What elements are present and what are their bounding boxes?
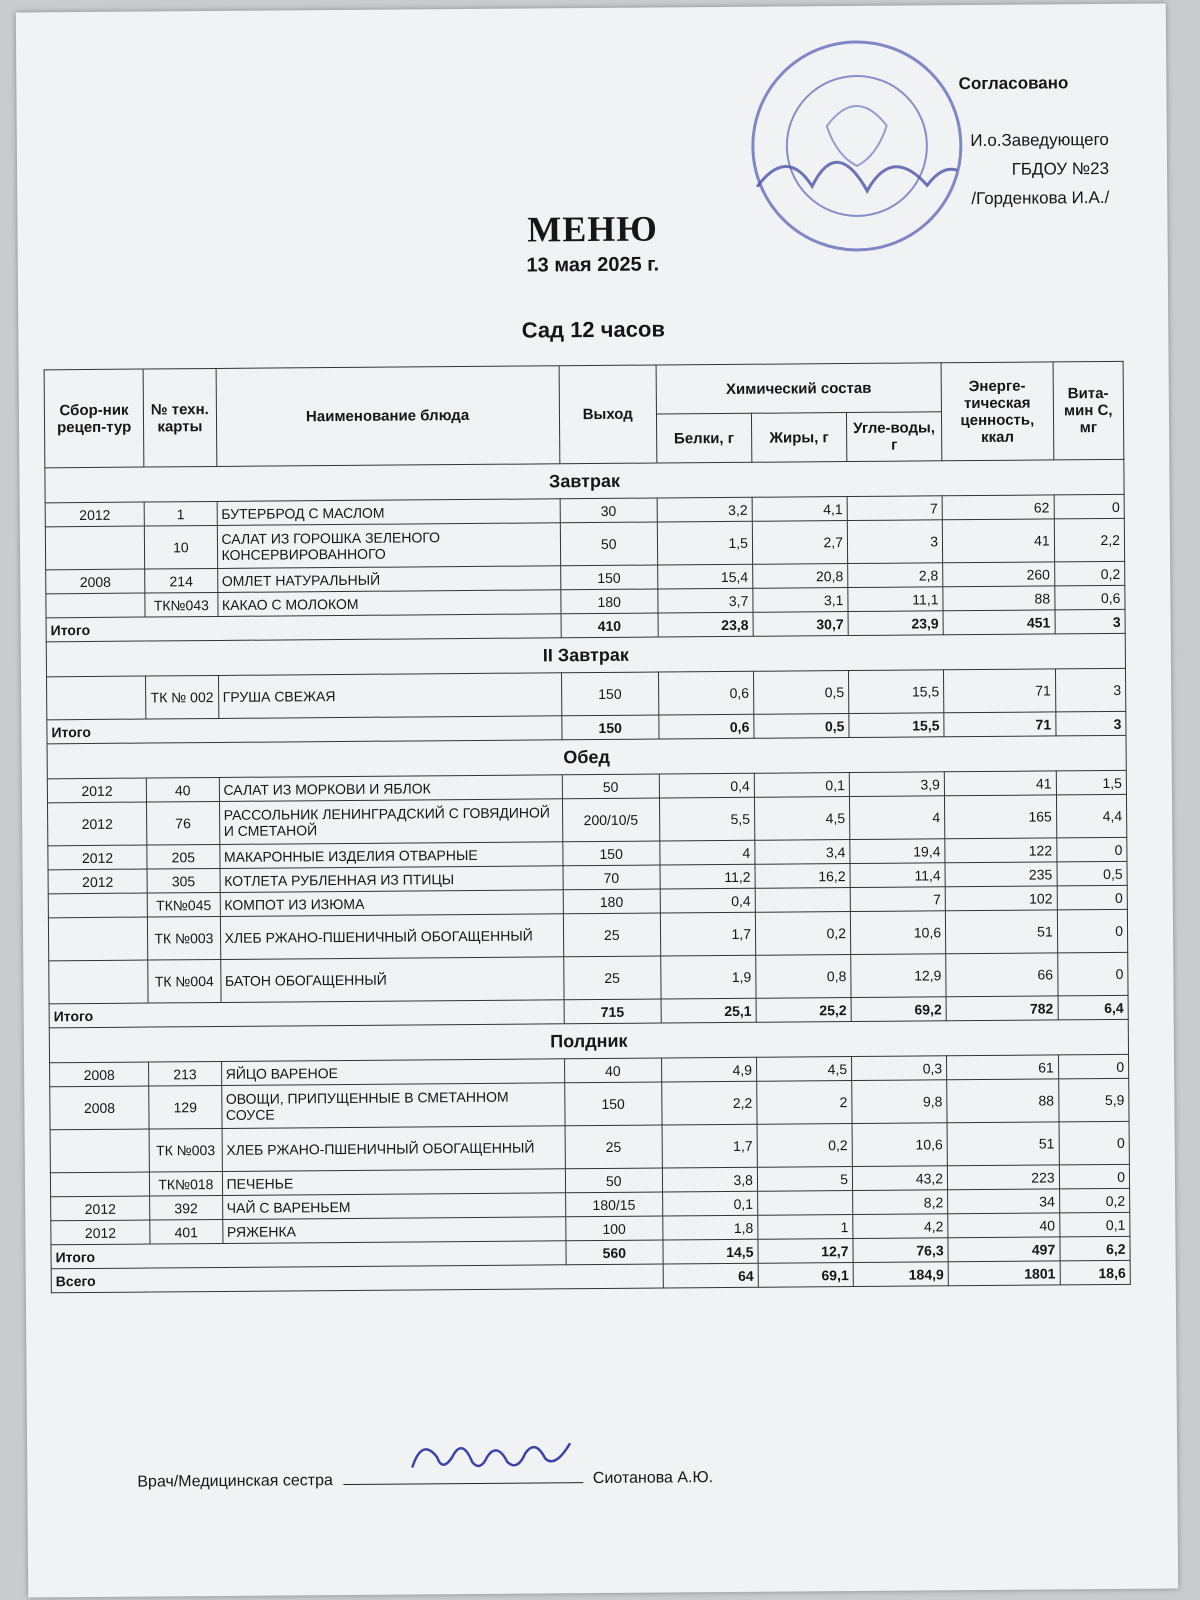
table-cell: 61 [947,1055,1059,1080]
table-cell: 150 [562,841,659,866]
table-cell: 129 [149,1085,222,1129]
grand-total-cell: 1801 [948,1261,1060,1286]
table-cell: ОВОЩИ, ПРИПУЩЕННЫЕ В СМЕТАННОМ СОУСЕ [221,1083,564,1129]
table-cell: 2 [757,1081,852,1125]
table-cell: 7 [847,496,942,521]
table-cell [45,526,145,570]
table-cell: КОТЛЕТА РУБЛЕННАЯ ИЗ ПТИЦЫ [220,866,563,893]
col-chem: Химический состав [656,363,942,414]
table-cell: 88 [947,1079,1059,1123]
table-cell: 2012 [47,778,146,803]
table-cell: 122 [945,838,1057,863]
table-cell [48,917,148,961]
table-cell: 9,8 [852,1080,947,1124]
approval-block [959,68,1110,213]
table-cell: 2012 [51,1220,150,1245]
total-cell: 69,2 [851,997,946,1022]
table-cell: 2008 [50,1086,150,1130]
table-cell: 5,9 [1058,1078,1129,1122]
table-cell: 30 [560,498,657,523]
table-cell: 305 [147,868,220,893]
table-cell: КОМПОТ ИЗ ИЗЮМА [220,890,563,917]
table-cell: 16,2 [755,864,850,889]
table-cell: ЧАЙ С ВАРЕНЬЕМ [222,1193,565,1220]
table-cell: 2,8 [848,563,943,588]
col-card: № техн. карты [143,368,216,467]
page-title: МЕНЮ [527,208,658,250]
table-cell: 3 [847,520,942,564]
table-cell: 34 [948,1189,1060,1214]
table-cell: 180 [561,589,658,614]
table-cell: 213 [149,1061,222,1086]
total-cell: 0,6 [659,714,754,739]
table-cell: 3,2 [657,497,752,522]
table-cell: 1,8 [663,1215,758,1240]
table-cell: 41 [942,519,1054,563]
total-cell: 560 [566,1240,663,1265]
grand-total-cell: 18,6 [1060,1260,1131,1285]
table-cell: 1 [144,501,217,526]
table-cell: 102 [945,886,1057,911]
table-cell: 4,9 [661,1057,756,1082]
col-carbs: Угле-воды, г [846,412,941,462]
table-cell: 1 [758,1215,853,1240]
table-cell: 2008 [46,569,145,594]
table-cell: 40 [564,1058,661,1083]
table-cell: 62 [942,495,1054,520]
table-cell: 0,1 [662,1191,757,1216]
table-cell: ТК №003 [149,1128,222,1172]
table-cell: 0,5 [1057,861,1128,886]
table-cell: 205 [147,844,220,869]
approval-line: И.о.Заведующего [970,129,1109,151]
table-cell: 0,4 [660,888,755,913]
table-cell: 1,5 [657,521,752,565]
section-title: Обед [47,735,1126,778]
total-label: Итого [49,1000,564,1028]
total-cell: 0,5 [754,714,849,739]
table-cell: 20,8 [753,564,848,589]
footer [137,1467,713,1492]
table-cell: МАКАРОННЫЕ ИЗДЕЛИЯ ОТВАРНЫЕ [219,842,562,869]
table-cell: 2012 [51,1196,150,1221]
table-cell: 0,3 [851,1056,946,1081]
table-cell: БУТЕРБРОД С МАСЛОМ [217,499,560,526]
table-cell: 0 [1057,952,1128,996]
total-cell: 410 [561,613,658,638]
total-cell: 3 [1055,609,1126,634]
table-cell: 0,5 [753,671,848,715]
table-cell: 2012 [48,802,148,846]
table-cell: 5 [757,1167,852,1192]
total-cell: 497 [948,1237,1060,1262]
table-cell: САЛАТ ИЗ МОРКОВИ И ЯБЛОК [219,775,562,802]
table-cell: 5,5 [659,797,754,841]
menu-table [44,361,1131,1293]
table-cell: 2,7 [752,521,847,565]
table-cell: 0,2 [757,1124,852,1168]
table-cell: 0,1 [1059,1212,1130,1237]
table-cell: 0,2 [755,912,850,956]
col-vitamin: Вита-мин С, мг [1053,361,1124,460]
total-cell: 782 [946,996,1058,1021]
table-cell [50,1129,150,1173]
table-cell: 0 [1057,909,1128,953]
total-cell: 14,5 [663,1239,758,1264]
menu-body [45,459,1130,1292]
col-collection: Сбор-ник рецеп-тур [44,369,144,468]
table-cell: 3,7 [658,588,753,613]
table-cell: 3,8 [662,1167,757,1192]
table-cell: 0,4 [659,773,754,798]
table-cell: 40 [147,777,220,802]
grand-total-cell: 69,1 [758,1263,853,1288]
table-cell: 10,6 [852,1123,947,1167]
table-cell: КАКАО С МОЛОКОМ [217,590,560,617]
header [17,204,1168,348]
table-cell: 2,2 [1054,518,1125,562]
table-cell [755,888,850,913]
table-cell: 4 [849,796,944,840]
table-cell: 150 [564,1082,661,1126]
table-cell: 10 [145,525,218,569]
col-protein: Белки, г [656,413,751,463]
table-cell: САЛАТ ИЗ ГОРОШКА ЗЕЛЕНОГО КОНСЕРВИРОВАННОГО [217,523,560,569]
total-cell: 15,5 [849,713,944,738]
table-cell: 0 [1059,1164,1130,1189]
table-cell: 392 [150,1195,223,1220]
table-cell: 88 [943,586,1055,611]
table-cell: 3,9 [849,772,944,797]
table-cell: 0,6 [658,671,753,715]
table-cell: 15,4 [657,564,752,589]
table-cell: 1,9 [661,955,756,999]
col-energy: Энерге-тическая ценность, ккал [941,362,1053,461]
table-cell: ГРУША СВЕЖАЯ [218,673,561,719]
table-cell: 50 [562,774,659,799]
total-label: Итого [51,1241,566,1269]
table-cell: 11,2 [660,864,755,889]
table-cell: 76 [147,801,220,845]
total-cell: 76,3 [853,1238,948,1263]
col-fat: Жиры, г [751,413,846,463]
table-cell: ТК№043 [145,592,218,617]
table-cell: 0,8 [756,955,851,999]
total-cell: 6,4 [1058,995,1129,1020]
total-cell: 23,8 [658,612,753,637]
table-cell: 150 [561,672,658,716]
table-cell [46,593,145,618]
table-cell: ТК №004 [148,959,221,1003]
total-label: Итого [47,716,562,744]
table-cell: 4,2 [853,1214,948,1239]
total-cell: 25,2 [756,998,851,1023]
total-cell: 150 [562,715,659,740]
total-cell: 715 [564,999,661,1024]
table-cell: 12,9 [851,954,946,998]
table-cell: 50 [565,1168,662,1193]
approval-line: ГБДОУ №23 [1011,158,1110,179]
table-cell [50,1172,149,1197]
section-title: II Завтрак [46,633,1125,676]
footer-person: Сиотанова А.Ю. [592,1469,714,1488]
table-cell: ТК№018 [150,1171,223,1196]
table-cell: 41 [944,771,1056,796]
table-cell: 401 [150,1219,223,1244]
grand-total-cell: 64 [663,1263,758,1288]
table-cell: 2008 [50,1062,149,1087]
section-title: Полдник [49,1019,1128,1062]
table-cell [47,676,147,720]
table-cell: 11,4 [850,863,945,888]
table-cell: 50 [560,522,657,566]
table-cell: РЯЖЕНКА [222,1217,565,1244]
menu-document [16,4,1178,1598]
table-cell: ТК №003 [148,916,221,960]
table-cell [48,893,147,918]
table-cell: 7 [850,887,945,912]
table-cell: 25 [563,913,660,957]
table-cell: 4,4 [1056,794,1127,838]
table-cell: 1,7 [660,912,755,956]
table-cell: БАТОН ОБОГАЩЕННЫЙ [220,957,563,1003]
table-cell: 200/10/5 [562,798,659,842]
table-cell: 71 [944,669,1056,713]
total-label: Итого [46,614,561,642]
table-cell: 165 [945,795,1057,839]
table-cell: 51 [945,910,1057,954]
total-cell: 6,2 [1060,1236,1131,1261]
total-cell: 12,7 [758,1239,853,1264]
approval-head: Согласовано [958,73,1069,94]
table-cell: ТК№045 [147,892,220,917]
grand-total-label: Всего [51,1264,663,1293]
table-cell: 4,5 [756,1057,851,1082]
table-cell: 40 [948,1213,1060,1238]
table-cell: ЯЙЦО ВАРЕНОЕ [221,1059,564,1086]
table-cell: ХЛЕБ РЖАНО-ПШЕНИЧНЫЙ ОБОГАЩЕННЫЙ [222,1126,565,1172]
table-cell: 4,5 [754,797,849,841]
total-cell: 3 [1055,711,1126,736]
table-cell: 2,2 [662,1081,757,1125]
table-cell: 51 [947,1122,1059,1166]
table-cell: 0,2 [1054,561,1125,586]
table-cell: РАССОЛЬНИК ЛЕНИНГРАДСКИЙ С ГОВЯДИНОЙ И СМЕТАНОЙ [219,799,562,845]
table-cell: 180 [563,889,660,914]
table-cell: 100 [565,1216,662,1241]
table-cell: ТК № 002 [146,675,219,719]
menu-date: 13 мая 2025 г. [526,253,660,277]
table-cell: 8,2 [853,1190,948,1215]
table-cell: 19,4 [850,839,945,864]
table-cell: 4,1 [752,497,847,522]
table-cell: 2012 [45,502,144,527]
table-cell: 25 [565,1125,662,1169]
table-cell: 70 [563,865,660,890]
table-cell [49,960,149,1004]
table-cell: 180/15 [565,1192,662,1217]
table-cell: 0 [1057,885,1128,910]
table-cell: 2012 [48,869,147,894]
table-cell: 0,1 [754,773,849,798]
table-cell: 2012 [48,845,147,870]
table-cell [757,1191,852,1216]
table-cell: 11,1 [848,587,943,612]
signature-line [343,1468,583,1485]
table-cell: 10,6 [850,911,945,955]
grand-total-cell: 184,9 [853,1262,948,1287]
table-cell: 25 [563,956,660,1000]
table-cell: 0,6 [1054,585,1125,610]
table-cell: ОМЛЕТ НАТУРАЛЬНЫЙ [217,566,560,593]
col-output: Выход [559,365,657,464]
table-cell: 260 [943,562,1055,587]
col-name: Наименование блюда [216,366,560,467]
table-cell: 15,5 [848,670,943,714]
table-cell: ХЛЕБ РЖАНО-ПШЕНИЧНЫЙ ОБОГАЩЕННЫЙ [220,914,563,960]
total-cell: 23,9 [848,611,943,636]
table-cell: 235 [945,862,1057,887]
footer-role: Врач/Медицинская сестра [137,1472,333,1491]
menu-subtitle: Сад 12 часов [521,316,666,343]
table-cell: 214 [145,568,218,593]
table-cell: 43,2 [852,1166,947,1191]
total-cell: 71 [944,712,1056,737]
table-cell: 4 [660,840,755,865]
table-cell: 0 [1056,837,1127,862]
approval-line: /Горденкова И.А./ [971,187,1110,209]
table-cell: 3 [1055,668,1126,712]
table-cell: 1,7 [662,1124,757,1168]
total-cell: 25,1 [661,998,756,1023]
table-cell: 3,4 [755,840,850,865]
table-cell: 66 [946,953,1058,997]
table-cell: 150 [560,565,657,590]
table-cell: 3,1 [753,588,848,613]
table-cell: 0 [1058,1054,1129,1079]
total-cell: 451 [943,610,1055,635]
table-cell: ПЕЧЕНЬЕ [222,1169,565,1196]
section-title: Завтрак [45,459,1124,502]
table-cell: 0 [1059,1121,1130,1165]
total-cell: 30,7 [753,612,848,637]
table-cell: 0,2 [1059,1188,1130,1213]
table-cell: 1,5 [1056,770,1127,795]
table-cell: 223 [947,1165,1059,1190]
table-cell: 0 [1054,494,1125,519]
